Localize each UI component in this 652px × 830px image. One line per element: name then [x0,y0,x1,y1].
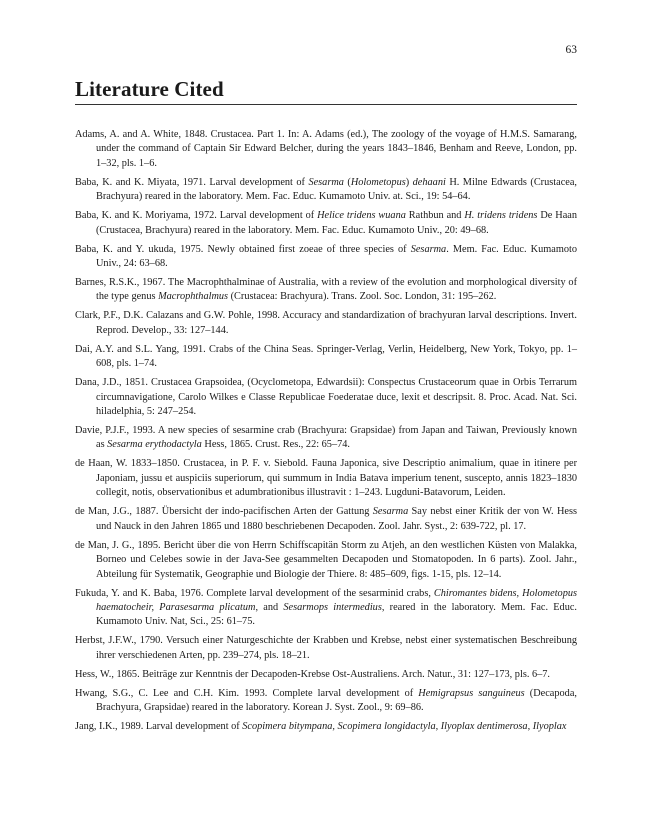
section-header [75,76,577,105]
reference-taxon-italic: Helice tridens wuana [317,210,406,222]
reference-text: Say nebst einer Kritik der von W. Hess und Nauck in den Jahren 1865 und 1880 beschriebenen Decapoden. Zool. Jahr. Syst., 2: 639-722, pl. 17. [96,506,577,532]
reference-text: (Crustacea: Brachyura). Trans. Zool. Soc. London, 31: 195–262. [228,291,497,303]
reference-entry [75,128,577,171]
reference-entry [75,376,577,419]
reference-taxon-italic: Sesarma erythodactyla [107,439,202,451]
reference-entry [75,424,577,453]
reference-taxon-italic: Sesarma [410,243,447,255]
reference-text: H. Milne Edwards (Crustacea, Brachyura) reared in the laboratory. Mem. Fac. Educ. Kumamoto Univ. at. Sci., 19: 54–64. [96,176,577,203]
reference-text: , reared in the laboratory. Mem. Fac. Educ. Kumamoto Univ. Nat, Sci., 25: 61–75. [96,601,578,628]
reference-text: Clark, P.F., D.K. Calazans and G.W. Pohle, 1998. Accuracy and standardization of brachyuran larval descriptions. Invert. Reprod. Develop., 33: 127–144. [75,310,577,336]
reference-text: de Man, J.G., 1887. Übersicht der indo-pacifischen Arten der Gattung [75,506,373,518]
section-title: Literature Cited [75,77,224,101]
page-number: 63 [565,44,577,56]
reference-taxon-italic: Sesarma [372,506,409,518]
reference-entry [75,720,577,734]
reference-text: De Haan (Crustacea, Brachyura) reared in the laboratory. Mem. Fac. Educ. Kumamoto Univ., 20: 49–68. [96,210,577,236]
reference-entry [75,539,577,582]
reference-text: de Haan, W. 1833–1850. Crustacea, in P. F. v. Siebold. Fauna Japonica, sive Descriptio animalium, quae in itinere per Japoniam, jussu et auspiciis superiorum, qui summum in India Batava imperium tenent, suscepto, annis 1823–1830 collegit, notis, observationibus et adumbrationibus illustravit : 1–243. Lugduni-Batavorum, Leiden. [75,458,577,499]
reference-entry [75,209,577,238]
reference-text: Hwang, S.G., C. Lee and C.H. Kim. 1993. Complete larval development of [75,687,419,699]
reference-text: ( [343,176,351,188]
reference-taxon-italic: Holometopus [350,176,406,188]
reference-text: Baba, K. and K. Moriyama, 1972. Larval development of [75,210,318,222]
reference-text: Fukuda, Y. and K. Baba, 1976. Complete larval development of the sesarminid crabs, [75,587,434,599]
reference-entry [75,457,577,500]
reference-taxon-italic: Chiromantes bidens, Holometopus haematocheir, Parasesarma plicatum [96,587,578,613]
reference-text: Adams, A. and A. White, 1848. Crustacea. Part 1. In: A. Adams (ed.), The zoology of the voyage of H.M.S. Samarang, under the command of Captain Sir Edward Belcher, during the years 1843–1846, Benham and Reeve, London, pp. 1–32, pls. 1–6. [75,129,577,169]
reference-text: , and [255,601,284,613]
reference-text: Baba, K. and Y. ukuda, 1975. Newly obtained first zoeae of three species of [75,243,411,255]
reference-taxon-italic: Hemigrapsus sanguineus [418,687,525,699]
reference-text: Jang, I.K., 1989. Larval development of [75,721,243,733]
reference-text: Dana, J.D., 1851. Crustacea Grapsoidea, (Ocyclometopa, Edwardsii): Conspectus Crustaceorum quae in Orbis Terrarum circumnavigatione, Carolo Wilkes e Classe Republicae Foederatae duce, lexit et descripsit. 8. Proc. Acad. Nat. Sci. hiladelphia, 5: 247–254. [75,377,577,418]
reference-taxon-italic: dehaani [412,176,446,188]
reference-taxon-italic: Sesarma [308,176,344,188]
reference-entry [75,176,577,205]
reference-text: Davie, P.J.F., 1993. A new species of sesarmine crab (Brachyura: Grapsidae) from Japan and Taiwan, Previously known as [75,425,577,451]
reference-text: Dai, A.Y. and S.L. Yang, 1991. Crabs of the China Seas. Springer-Verlag, Verlin, Heidelberg, New York, Tokyo, pp. 1–608, pls. 1–74. [75,343,577,370]
reference-entry [75,587,577,630]
reference-entry [75,309,577,338]
reference-text: (Decapoda, Brachyura, Grapsidae) reared in the laboratory. Korean J. Syst. Zool., 9: 69–86. [96,687,577,714]
reference-text: Baba, K. and K. Miyata, 1971. Larval development of [75,176,309,188]
reference-list [75,128,577,739]
reference-text: Rathbun and [405,210,465,222]
reference-entry [75,634,577,663]
reference-text: de Man, J. G., 1895. Bericht über die von Herrn Schiffscapitän Storm zu Atjeh, an den westlichen Küsten von Malakka, Borneo und Celebes sowie in der Java-See gesammelten Decapoden und Stomatopoden. In 6 parts). Zool. Jahr., Abteilung für Systematik, Geographie und Biologie der Thiere. 8: 485–609, figs. 1-15, pls. 12–14. [75,539,577,580]
reference-taxon-italic: Sesarmops intermedius [283,601,382,613]
reference-entry [75,243,577,272]
reference-taxon-italic: Scopimera bitympana, Scopimera longidactyla, Ilyoplax dentimerosa, Ilyoplax [242,721,567,733]
reference-taxon-italic: H. tridens tridens [464,210,538,222]
title-underline [75,104,577,105]
reference-text: . Mem. Fac. Educ. Kumamoto Univ., 24: 63–68. [96,243,578,270]
reference-entry [75,687,577,716]
reference-text: Herbst, J.F.W., 1790. Versuch einer Naturgeschichte der Krabben und Krebse, nebst einer systematischen Beschreibung ihrer verschiedenen Arten, pp. 239–274, pls. 18–21. [75,635,577,661]
reference-entry [75,276,577,305]
reference-text: Hess, W., 1865. Beiträge zur Kenntnis der Decapoden-Krebse Ost-Australiens. Arch. Natur., 31: 127–173, pls. 6–7. [75,668,550,680]
reference-text: Barnes, R.S.K., 1967. The Macrophthalminae of Australia, with a review of the evolution and morphological diversity of the type genus [75,277,577,303]
reference-entry [75,505,577,534]
reference-entry [75,343,577,372]
reference-text: Hess, 1865. Crust. Res., 22: 65–74. [201,439,350,451]
reference-taxon-italic: Macrophthalmus [158,291,229,303]
reference-entry [75,668,577,682]
reference-text: ) [405,176,413,188]
